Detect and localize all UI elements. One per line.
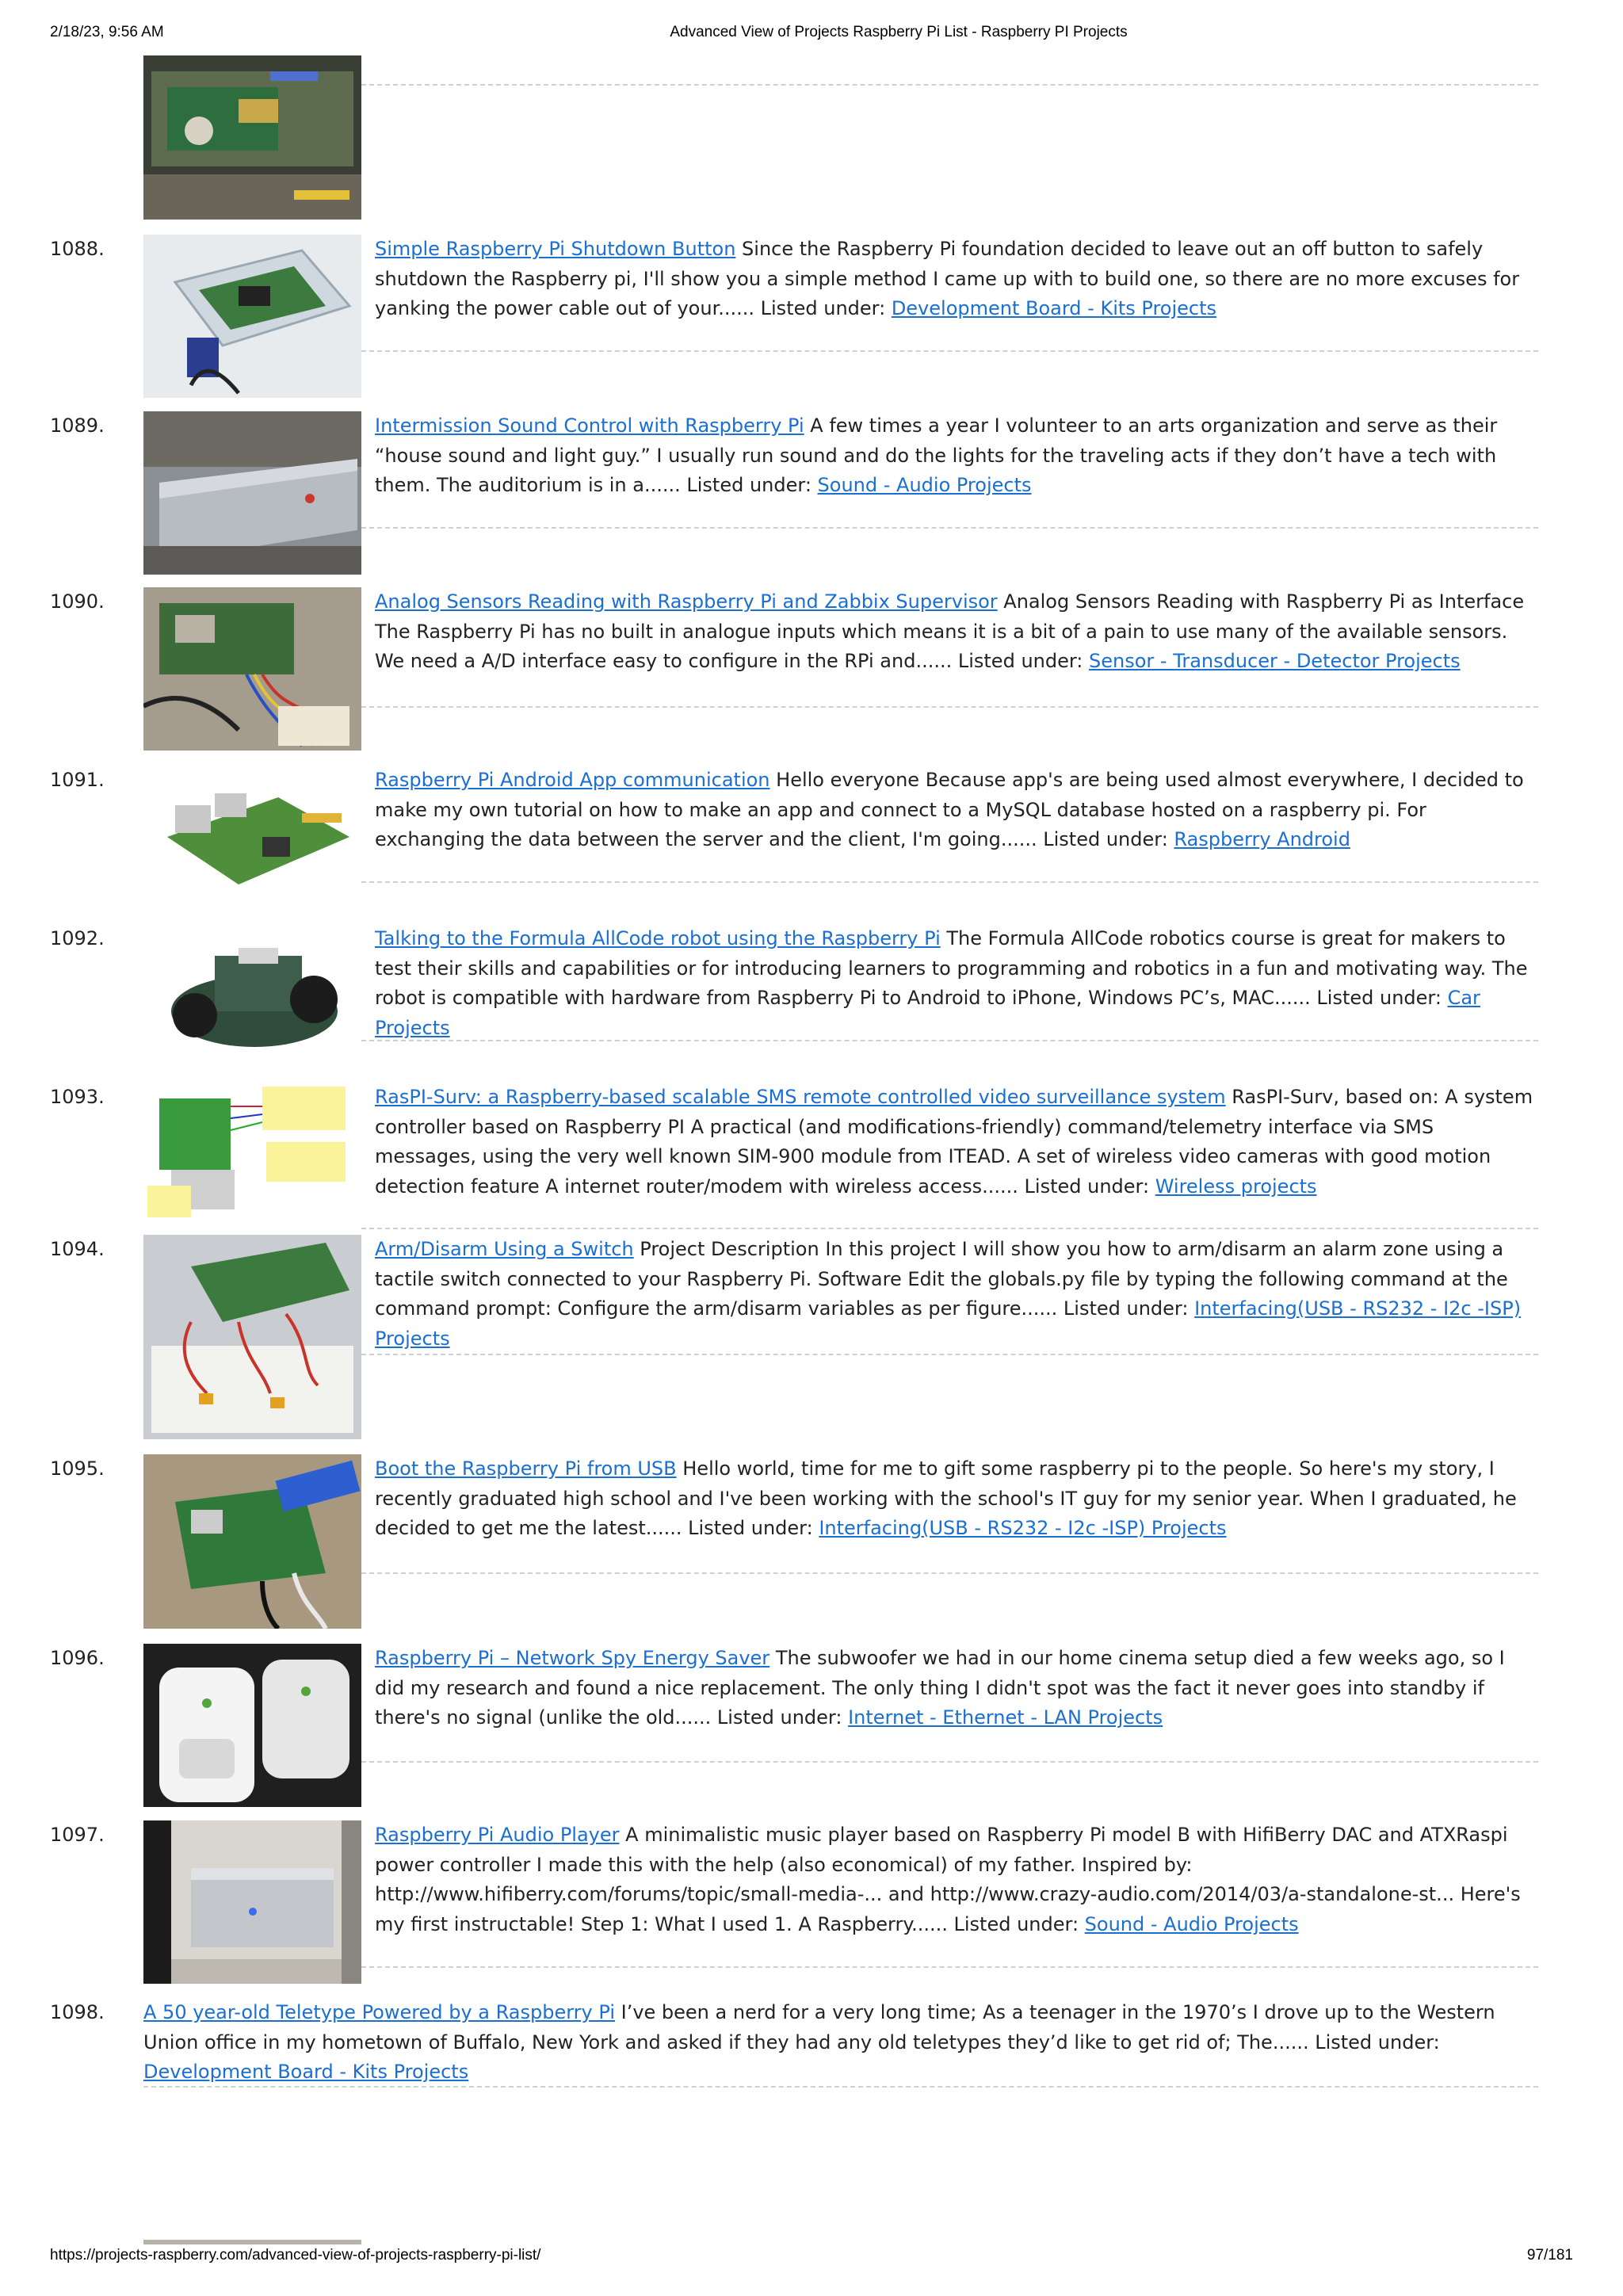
separator [361, 1354, 1538, 1355]
category-link[interactable]: Interfacing(USB - RS232 - I2c -ISP) Projects [819, 1517, 1227, 1539]
project-thumbnail[interactable] [143, 411, 361, 575]
separator [361, 706, 1538, 708]
category-link[interactable]: Development Board - Kits Projects [143, 2061, 469, 2083]
project-title-link[interactable]: Talking to the Formula AllCode robot using the Raspberry Pi [375, 927, 941, 949]
project-summary: Since the Raspberry Pi foundation decided to leave out an off button to safely shutdown the Raspberry pi, I'll show you a simple method I came up with to build one, so there are no more excuses for yanking the power cable out of your...... Listed under: [375, 238, 1520, 319]
category-link[interactable]: Development Board - Kits Projects [891, 297, 1217, 319]
separator [361, 1228, 1538, 1229]
category-link[interactable]: Sound - Audio Projects [1084, 1912, 1299, 1935]
project-description [375, 1644, 1538, 1733]
project-title-link[interactable]: Raspberry Pi Android App communication [375, 769, 770, 791]
item-number: 1091. [50, 769, 105, 791]
project-description [375, 235, 1538, 324]
project-title-link[interactable]: Raspberry Pi Audio Player [375, 1824, 620, 1846]
separator [361, 1040, 1538, 1041]
separator [143, 2086, 1538, 2088]
project-description [375, 411, 1538, 501]
separator [361, 350, 1538, 352]
category-link[interactable]: Sound - Audio Projects [817, 474, 1032, 496]
category-link[interactable]: Wireless projects [1155, 1175, 1317, 1198]
project-thumbnail[interactable] [143, 1644, 361, 1807]
item-number: 1095. [50, 1457, 105, 1480]
item-number: 1088. [50, 238, 105, 260]
project-summary: The Formula AllCode robotics course is great for makers to test their skills and capabilities or for introducing learners to programming and robotics in a fun and motivating way. The robot is compatible with hardware from Raspberry Pi to Android to iPhone, Windows PC’s, MAC...... Listed under: [375, 927, 1528, 1009]
project-summary: A few times a year I volunteer to an arts organization and serve as their “house sound and light guy.” I usually run sound and do the lights for the traveling acts if they don’t have a tech with them. The auditorium is in a...... Listed under: [375, 415, 1498, 496]
page-url: https://projects-raspberry.com/advanced-view-of-projects-raspberry-pi-list/ [50, 2247, 541, 2264]
item-number: 1092. [50, 927, 105, 949]
print-footer [0, 2247, 1623, 2279]
project-summary: RasPI-Surv, based on: A system controller based on Raspberry PI A practical (and modifications-friendly) command/telemetry interface via SMS messages, using the very well known SIM-900 module from ITEAD. A set of wireless video cameras with good motion detection feature A internet router/modem with wireless access...... Listed under: [375, 1086, 1533, 1198]
project-description [375, 587, 1538, 677]
project-summary: Hello world, time for me to gift some raspberry pi to the people. So here's my story, I recently graduated high school and I've been working with the school's IT guy for my senior year. When I graduated, he decided to get me the latest...... Listed under: [375, 1457, 1517, 1539]
next-entry-thumbnail [143, 2240, 361, 2244]
category-link[interactable]: Interfacing(USB - RS232 - I2c -ISP) Projects [375, 1297, 1522, 1350]
project-thumbnail[interactable] [143, 766, 361, 908]
separator [361, 527, 1538, 529]
project-description [143, 1998, 1538, 2088]
print-title: Advanced View of Projects Raspberry Pi List - Raspberry PI Projects [670, 24, 1128, 40]
category-link[interactable]: Raspberry Android [1174, 828, 1350, 850]
item-number: 1089. [50, 415, 105, 437]
project-description [375, 1454, 1538, 1544]
print-header [0, 24, 1623, 55]
item-number: 1093. [50, 1086, 105, 1108]
previous-entry-thumbnail [143, 55, 361, 220]
project-thumbnail[interactable] [143, 1454, 361, 1629]
project-description [375, 1235, 1538, 1354]
project-description [375, 766, 1538, 855]
project-summary: Project Description In this project I will show you how to arm/disarm an alarm zone using a tactile switch connected to your Raspberry Pi. Software Edit the globals.py file by typing the following command at the command prompt: Configure the arm/disarm variables as per figure...... Listed under: [375, 1238, 1508, 1320]
category-link[interactable]: Internet - Ethernet - LAN Projects [848, 1706, 1163, 1729]
project-title-link[interactable]: RasPI-Surv: a Raspberry-based scalable SMS remote controlled video surveillance system [375, 1086, 1226, 1108]
print-datetime: 2/18/23, 9:56 AM [50, 24, 164, 40]
project-thumbnail[interactable] [143, 235, 361, 398]
project-summary: The subwoofer we had in our home cinema setup died a few weeks ago, so I did my research and found a nice replacement. The only thing I didn't spot was the fact it never goes into standby if there's no signal (unlike the old...... Listed under: [375, 1647, 1505, 1729]
project-description [375, 924, 1538, 1043]
project-thumbnail[interactable] [143, 1820, 361, 1984]
item-number: 1090. [50, 590, 105, 613]
item-number: 1098. [50, 2001, 105, 2023]
page-number: 97/181 [1526, 2247, 1573, 2264]
item-number: 1094. [50, 1238, 105, 1260]
project-title-link[interactable]: Analog Sensors Reading with Raspberry Pi and Zabbix Supervisor [375, 590, 998, 613]
item-number: 1097. [50, 1824, 105, 1846]
project-thumbnail[interactable] [143, 924, 361, 1067]
project-title-link[interactable]: Arm/Disarm Using a Switch [375, 1238, 634, 1260]
project-summary: I’ve been a nerd for a very long time; As a teenager in the 1970’s I drove up to the Western Union office in my hometown of Buffalo, New York and asked if they had any old teletypes they’d like to get rid of; The...... Listed under: [143, 2001, 1495, 2053]
project-description [375, 1083, 1538, 1201]
project-title-link[interactable]: Intermission Sound Control with Raspberry Pi [375, 415, 804, 437]
category-link[interactable]: Sensor - Transducer - Detector Projects [1089, 650, 1461, 672]
project-title-link[interactable]: A 50 year-old Teletype Powered by a Raspberry Pi [143, 2001, 615, 2023]
project-title-link[interactable]: Boot the Raspberry Pi from USB [375, 1457, 677, 1480]
project-thumbnail[interactable] [143, 1235, 361, 1439]
project-summary: A minimalistic music player based on Raspberry Pi model B with HifiBerry DAC and ATXRaspi power controller I made this with the help (also economical) of my father. Inspired by: http://www.hifiberry.com/forums/topic/small-media-... and http://www.crazy-audio.com/2014/03/a-standalone-st... Here's my first instructable! Step 1: What I used 1. A Raspberry...... Listed under: [375, 1824, 1521, 1935]
project-summary: Hello everyone Because app's are being used almost everywhere, I decided to make my own tutorial on how to make an app and connect to a MySQL database hosted on a raspberry pi. For exchanging the data between the server and the client, I'm going...... Listed under: [375, 769, 1524, 850]
separator [361, 881, 1538, 883]
separator [361, 1761, 1538, 1763]
item-number: 1096. [50, 1647, 105, 1669]
project-summary: Analog Sensors Reading with Raspberry Pi as Interface The Raspberry Pi has no built in analogue inputs which means it is a bit of a pain to use many of the available sensors. We need a A/D interface easy to configure in the RPi and...... Listed under: [375, 590, 1525, 672]
project-thumbnail[interactable] [143, 1083, 361, 1221]
separator [361, 84, 1538, 86]
separator [361, 1572, 1538, 1574]
project-title-link[interactable]: Raspberry Pi – Network Spy Energy Saver [375, 1647, 770, 1669]
separator [361, 1966, 1538, 1968]
project-thumbnail[interactable] [143, 587, 361, 751]
category-link[interactable]: Car Projects [375, 987, 1480, 1039]
project-description [375, 1820, 1538, 1939]
project-title-link[interactable]: Simple Raspberry Pi Shutdown Button [375, 238, 736, 260]
